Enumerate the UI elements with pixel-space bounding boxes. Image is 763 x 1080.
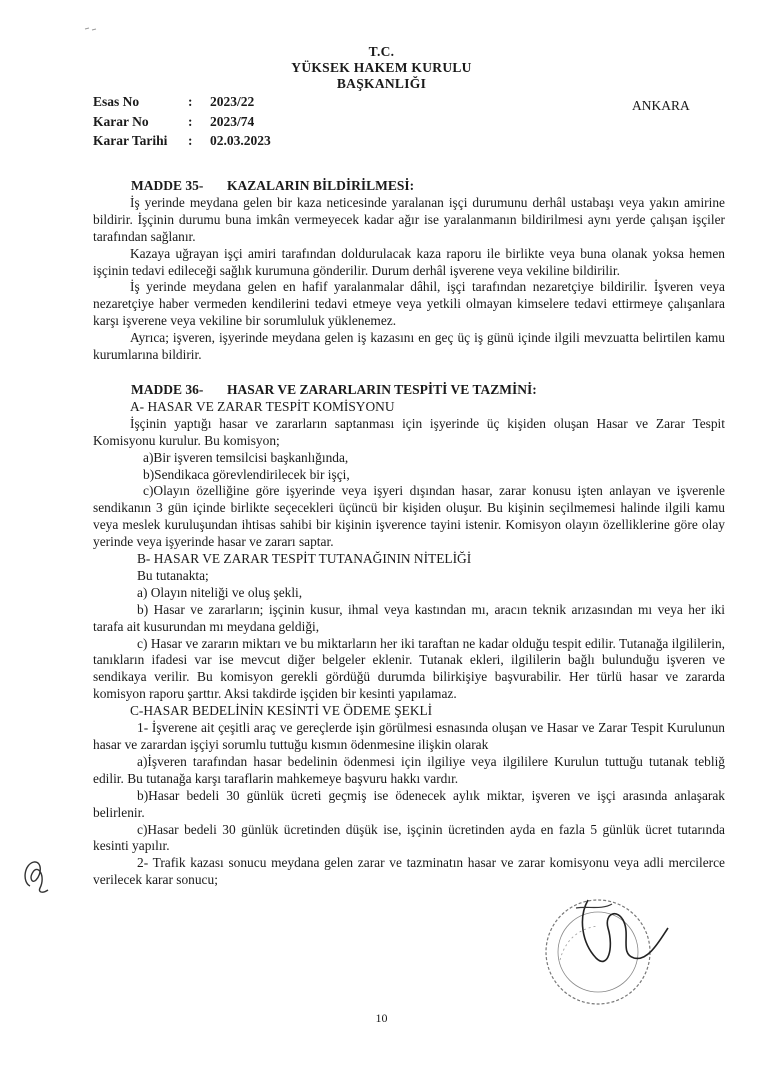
paragraph: Kazaya uğrayan işçi amiri tarafından doldurulacak kaza raporu ile birlikte veya buna olanak yoksa hemen işçinin tedavi edileceği sağlık kurumuna gönderilir. Durum derhâl işverene veya vekiline bildirilir. xyxy=(93,245,725,278)
meta-label: Karar Tarihi xyxy=(93,133,168,148)
list-item: c) Hasar ve zararın miktarı ve bu miktarların her iki taraftan ne kadar olduğu tespit edilir. Tutanağa ilgililerin, tanıkların ifadesi var ise mevcut diğer belgeler eklenir. Tutanak ekleri, ilgililerin bağlı bulunduğu işveren ve sendikaya verilir. Bu komisyon gerekli gördüğü durumda bilirkişiye başvurabilir. Her türlü hasar ve zararda komisyon raporu şarttır. Aksi takdirde işçiden bir kesinti yapılamaz. xyxy=(93,635,725,702)
list-item: b)Hasar bedeli 30 günlük ücreti geçmiş ise ödenecek aylık miktar, işveren ve işçi arasında anlaşarak belirlenir. xyxy=(93,787,725,820)
list-item: a)İşveren tarafından hasar bedelinin ödenmesi için ilgiliye veya ilgililere Kurulun tuttuğu tutanak tebliğ edilir. Bu tutanağa karşı taraflarin mahkemeye başvuru hakkı vardır. xyxy=(93,753,725,786)
article-number: MADDE 36- xyxy=(131,381,204,397)
list-item: c)Hasar bedeli 30 günlük ücretinden düşük ise, işçinin ücretinden ayda en fazla 5 günlük ücret tutarında kesinti yapılır. xyxy=(93,821,725,854)
meta-value: 2023/22 xyxy=(210,94,255,109)
paragraph: Bu tutanakta; xyxy=(137,567,209,583)
page-number: 10 xyxy=(375,1011,388,1025)
document-body xyxy=(93,178,725,889)
header-institution: YÜKSEK HAKEM KURULU xyxy=(291,60,472,75)
meta-label: Esas No xyxy=(93,94,140,109)
list-item: a) Olayın niteliği ve oluş şekli, xyxy=(137,584,303,600)
madde35-heading xyxy=(93,178,725,195)
article-title: HASAR VE ZARARLARIN TESPİTİ VE TAZMİNİ: xyxy=(227,381,537,397)
paragraph: Ayrıca; işveren, işyerinde meydana gelen iş kazasını en geç üç iş günü içinde ilgili mevzuatta belirtilen kamu kurumlarına bildirir. xyxy=(93,330,725,363)
meta-row-tarih xyxy=(93,131,271,151)
meta-label: Karar No xyxy=(93,113,149,129)
case-meta xyxy=(93,92,271,151)
paragraph: İş yerinde meydana gelen en hafif yaralanmalar dâhil, işçi tarafından nezaretçiye bildirilir. İşveren veya nezaretçiye haber vermeden kendilerini tedavi etmeye veya yetkili olmayan kimselere tedavi ettirmeye çalışanlara karşı işverene veya vekiline bir sorumluluk yüklenemez. xyxy=(93,279,725,329)
spacer xyxy=(93,364,725,382)
meta-sep: : xyxy=(188,94,193,109)
meta-sep: : xyxy=(188,133,193,148)
paragraph: İş yerinde meydana gelen bir kaza neticesinde yaralanan işçi durumunu derhâl ustabaşı veya yakın amirine bildirir. İşçinin durumu buna imkân vermeyecek kadar ağır ise yaralanmanın bildirilmesi aynı yerde çalışan işçiler tarafından sağlanır. xyxy=(93,194,725,244)
article-number: MADDE 35- xyxy=(131,178,204,193)
header-tc: T.C. xyxy=(368,44,395,59)
header-office: BAŞKANLIĞI xyxy=(336,76,427,91)
list-item: b)Sendikaca görevlendirilecek bir işçi, xyxy=(143,466,350,482)
signature-icon xyxy=(568,888,678,978)
meta-row-karar xyxy=(93,112,271,132)
city: ANKARA xyxy=(632,98,690,113)
meta-value: 2023/74 xyxy=(210,113,255,129)
margin-initial-icon xyxy=(20,856,52,896)
section-heading: C-HASAR BEDELİNİN KESİNTİ VE ÖDEME ŞEKLİ xyxy=(130,703,433,719)
meta-sep: : xyxy=(188,113,193,129)
list-item: a)Bir işveren temsilcisi başkanlığında, xyxy=(143,449,349,465)
meta-row-esas xyxy=(93,92,271,112)
section-heading: B- HASAR VE ZARAR TESPİT TUTANAĞININ NİTELİĞİ xyxy=(137,551,472,567)
meta-value: 02.03.2023 xyxy=(210,133,271,148)
article-title: KAZALARIN BİLDİRİLMESİ: xyxy=(227,178,415,193)
madde36-heading xyxy=(93,382,725,399)
list-item: 2- Trafik kazası sonucu meydana gelen zarar ve tazminatın hasar ve zarar komisyonu veya adli mercilerce verilecek karar sonucu; xyxy=(93,855,725,888)
paragraph: 1- İşverene ait çeşitli araç ve gereçlerde işin görülmesi esnasında oluşan ve Hasar ve Zarar Tespit Kurulunun hasar ve zarardan işçiyi sorumlu tuttuğu kısmın ödenmesine ilişkin olarak xyxy=(93,720,725,752)
list-item: c)Olayın özelliğine göre işyerinde veya işyeri dışından hasar, zarar konusu işten anlayan ve işverenle sendikanın 3 gün içinde birlikte seçecekleri üçüncü bir kişiden oluşur. Bu kişinin seçilmemesi halinde ilgili kamu veya meslek kuruluşundan ihtisas sahibi bir kişinin işverence tayini istenir. Komisyon olayın özelliklerine göre olay yerinde veya işyerinde hasar ve zararı saptar. xyxy=(93,483,725,550)
section-heading: A- HASAR VE ZARAR TESPİT KOMİSYONU xyxy=(130,398,395,414)
list-item: b) Hasar ve zararların; işçinin kusur, ihmal veya kastından mı, aracın teknik arızasından mı veya her iki tarafa ait kusurundan mı meydana geldiği, xyxy=(93,601,725,634)
paragraph: İşçinin yaptığı hasar ve zararların saptanması için işyerinde üç kişiden oluşan Hasar ve Zarar Tespit Komisyonu kurulur. Bu komisyon; xyxy=(93,415,725,448)
scan-speck xyxy=(84,26,98,32)
